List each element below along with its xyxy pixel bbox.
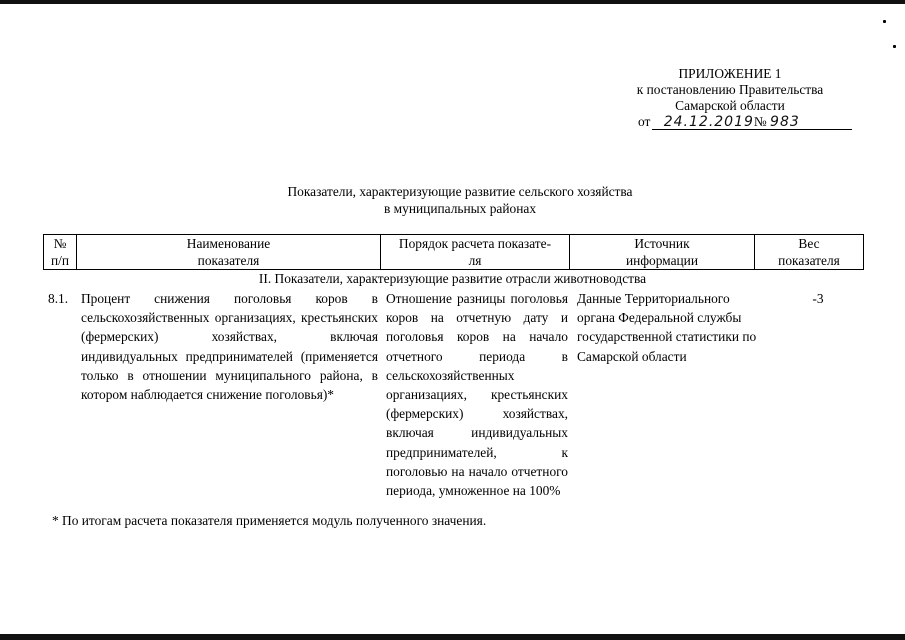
handwritten-number: 983 xyxy=(770,114,800,130)
row-information-source: Данные Территориального органа Федеральной службы государственной статистики по Самарской области xyxy=(577,291,757,364)
scan-speck xyxy=(893,45,896,48)
handwritten-date: 24.12.2019 xyxy=(663,114,754,130)
row-calculation-method: Отношение разницы поголовья коров на отчетную дату и поголовья коров на начало отчетного периода в сельскохозяйственных организациях, крестьянских (фермерских) хозяйствах, включая индивидуальных предпринимателей, к поголовью на начало отчетного периода, умноженное на 100% xyxy=(386,291,568,499)
document-title-line-1: Показатели, характеризующие развитие сельского хозяйства xyxy=(287,184,633,199)
indicators-table-header xyxy=(43,234,864,270)
header-source-line-2: информации xyxy=(625,253,699,268)
header-weight-line-2: показателя xyxy=(778,253,840,268)
header-name-line-1: Наименование xyxy=(186,236,271,251)
date-underline xyxy=(652,129,852,130)
document-title-line-2: в муниципальных районах xyxy=(383,201,537,216)
appendix-date-line xyxy=(638,114,860,130)
header-source xyxy=(570,235,755,270)
header-source-line-1: Источник xyxy=(634,236,690,251)
appendix-line-2: Самарской области xyxy=(675,98,785,113)
appendix-title: ПРИЛОЖЕНИЕ 1 xyxy=(678,66,782,81)
header-name xyxy=(77,235,381,270)
number-prefix: № xyxy=(753,114,767,129)
appendix-block xyxy=(600,66,860,130)
header-method-line-1: Порядок расчета показате- xyxy=(398,236,552,251)
header-num xyxy=(44,235,77,270)
scan-edge-top xyxy=(0,0,905,4)
row-num: 8.1. xyxy=(48,291,69,306)
footnote: * По итогам расчета показателя применяется модуль полученного значения. xyxy=(52,513,487,528)
scan-speck xyxy=(883,20,886,23)
date-prefix: от xyxy=(638,114,651,129)
header-num-line-2: п/п xyxy=(50,253,70,268)
scan-edge-bottom xyxy=(0,634,905,640)
section-title: II. Показатели, характеризующие развитие отрасли животноводства xyxy=(258,271,647,286)
header-num-line-1: № xyxy=(53,236,67,251)
header-weight-line-1: Вес xyxy=(798,236,820,251)
row-indicator-name: Процент снижения поголовья коров в сельскохозяйственных организациях, крестьянских (фермерских) хозяйствах, включая индивидуальных предпринимателей (применяется только в отношении муниципального района, в котором наблюдается снижение поголовья)* xyxy=(81,291,378,403)
header-name-line-2: показателя xyxy=(197,253,260,268)
header-method-line-2: ля xyxy=(468,253,482,268)
appendix-line-1: к постановлению Правительства xyxy=(636,82,824,97)
header-method xyxy=(381,235,570,270)
header-weight xyxy=(755,235,864,270)
row-indicator-weight: -3 xyxy=(812,291,824,306)
document-title xyxy=(200,183,720,217)
